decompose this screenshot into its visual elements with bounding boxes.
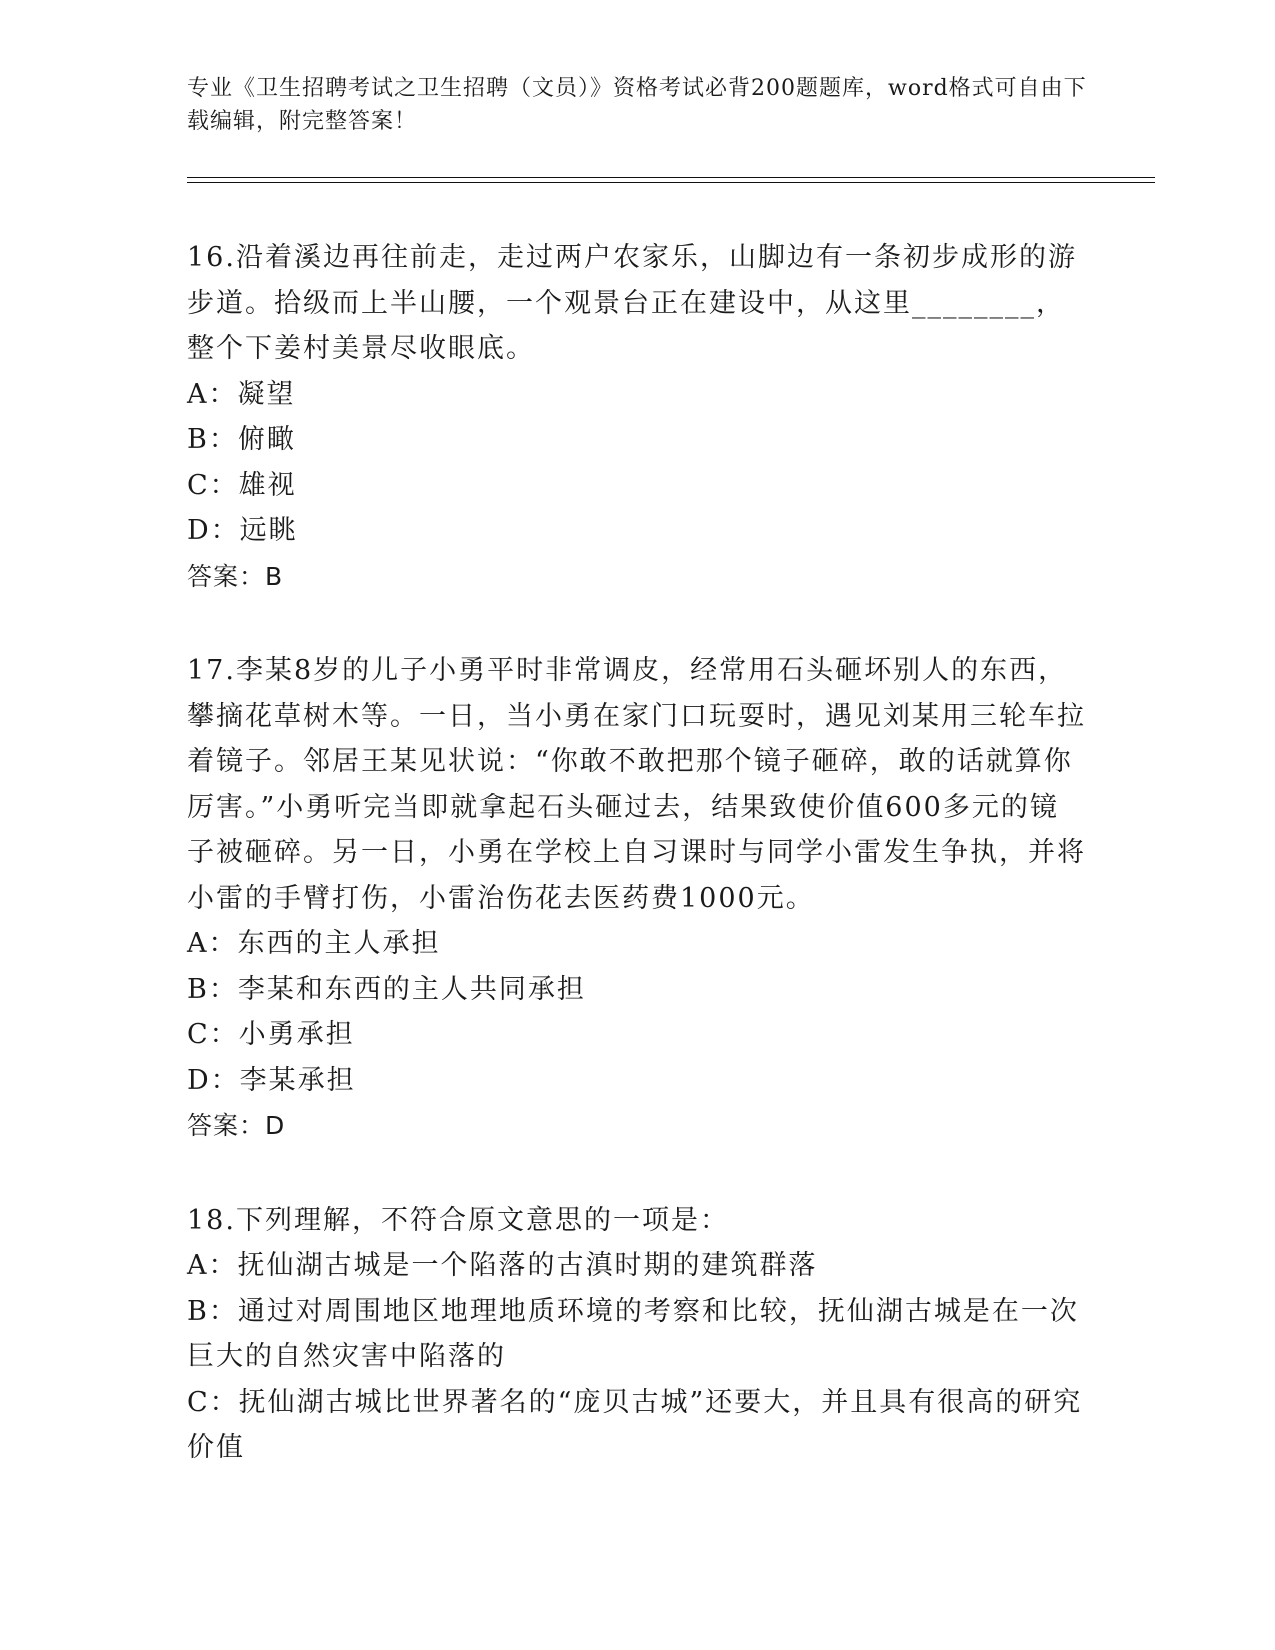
page-header bbox=[187, 72, 1087, 138]
option-b: B：俯瞰 bbox=[187, 424, 296, 455]
option-c: C：雄视 bbox=[187, 469, 297, 501]
option-c: C：小勇承担 bbox=[187, 1019, 355, 1050]
option-a: A：凝望 bbox=[187, 378, 296, 410]
option-d: D：远眺 bbox=[187, 515, 298, 546]
option-b: B：李某和东西的主人共同承担 bbox=[187, 973, 586, 1005]
question-text: 17.李某8岁的儿子小勇平时非常调皮，经常用石头砸坏别人的东西，攀摘花草树木等。一日，当小勇在家门口玩耍时，遇见刘某用三轮车拉着镜子。邻居王某见状说：“你敢不敢把那个镜子砸碎，敢的话就算你厉害。”小勇听完当即就拿起石头砸过去，结果致使价值600多元的镜子被砸碎。另一日，小勇在学校上自习课时与同学小雷发生争执，并将小雷的手臂打伤，小雷治伤花去医药费1000元。 bbox=[187, 655, 1086, 914]
option-a: A：东西的主人承担 bbox=[187, 928, 441, 959]
answer-label: 答案：D bbox=[187, 1111, 286, 1140]
question-18 bbox=[187, 1198, 1087, 1471]
header-divider-top bbox=[187, 177, 1155, 178]
question-text: 16.沿着溪边再往前走，走过两户农家乐，山脚边有一条初步成形的游步道。拾级而上半山腰，一个观景台正在建设中，从这里________，整个下姜村美景尽收眼底。 bbox=[187, 242, 1077, 364]
option-d: D：李某承担 bbox=[187, 1064, 356, 1096]
answer-label: 答案：B bbox=[187, 561, 284, 591]
option-a: A：抚仙湖古城是一个陷落的古滇时期的建筑群落 bbox=[187, 1250, 818, 1281]
question-list bbox=[187, 235, 1087, 1520]
option-c: C：抚仙湖古城比世界著名的“庞贝古城”还要大，并且具有很高的研究价值 bbox=[187, 1386, 1083, 1463]
option-b: B：通过对周围地区地理地质环境的考察和比较，抚仙湖古城是在一次巨大的自然灾害中陷落的 bbox=[187, 1295, 1079, 1372]
header-divider-bottom bbox=[187, 182, 1155, 183]
question-17 bbox=[187, 648, 1087, 1149]
question-text: 18.下列理解，不符合原文意思的一项是： bbox=[187, 1204, 729, 1236]
question-16 bbox=[187, 235, 1087, 599]
header-text: 专业《卫生招聘考试之卫生招聘（文员）》资格考试必背200题题库，word格式可自由下载编辑，附完整答案！ bbox=[187, 76, 1087, 134]
